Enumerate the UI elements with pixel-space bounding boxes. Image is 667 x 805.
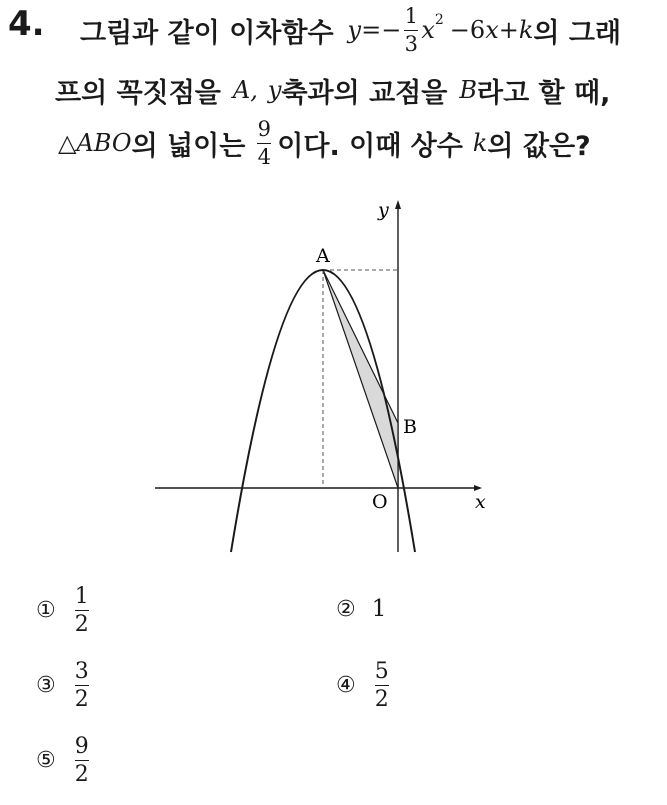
y-axis-label: y (378, 199, 389, 221)
question-text-area: 의 넓이는 (131, 130, 246, 162)
area-fraction-denominator: 4 (257, 144, 271, 169)
eq-middle-term: −6 (449, 16, 486, 44)
choice-numerator: 9 (74, 734, 89, 759)
fraction-bar (375, 685, 389, 686)
eq-x-linear: x (485, 16, 499, 44)
x-axis-label: x (475, 491, 486, 513)
label-B-text: B (459, 76, 477, 104)
choice-3[interactable] (36, 660, 92, 711)
question-text-constant: 이다. 이때 상수 (277, 130, 463, 162)
choice-number: ③ (36, 673, 56, 699)
question-line-2 (55, 70, 610, 110)
intercept-label: B (403, 416, 417, 438)
fraction-bar (404, 30, 418, 31)
eq-fraction-denominator: 3 (404, 31, 419, 56)
label-k-text: k (472, 129, 488, 157)
choice-denominator: 2 (374, 687, 389, 713)
vertex-label: A (316, 245, 330, 267)
eq-k: k (518, 16, 534, 44)
eq-fraction (404, 5, 418, 54)
parabola-graph (150, 190, 510, 560)
question-text-intercept: 축과의 교점을 (281, 77, 448, 109)
choice-number: ④ (336, 673, 356, 699)
choice-denominator: 2 (74, 687, 89, 713)
choice-value: 1 (371, 596, 387, 622)
question-text-line1-end: 의 그래 (533, 17, 622, 49)
area-fraction-numerator: 9 (257, 117, 271, 142)
eq-plus: + (498, 16, 519, 44)
eq-y: y (347, 16, 362, 44)
question-number: 4. (8, 4, 45, 44)
fraction-bar (257, 143, 271, 144)
question-text-line3-end: 의 값은? (487, 130, 591, 162)
choice-fraction (75, 660, 89, 711)
question-text-line2-end: 라고 할 때, (476, 77, 611, 109)
area-fraction (257, 118, 271, 167)
choice-number: ⑤ (36, 748, 56, 774)
choice-denominator: 2 (74, 762, 89, 788)
choice-number: ① (36, 598, 56, 624)
choice-1[interactable] (36, 585, 92, 636)
fraction-bar (75, 685, 89, 686)
choice-numerator: 1 (74, 584, 89, 609)
choice-fraction (75, 585, 89, 636)
choice-fraction (75, 735, 89, 786)
origin-label: O (372, 491, 388, 513)
eq-exponent: 2 (434, 12, 444, 28)
triangle-ABO (323, 270, 398, 488)
label-A-text: A, (232, 76, 258, 104)
choice-numerator: 3 (74, 659, 89, 684)
choice-2[interactable] (336, 596, 386, 622)
question-line-3 (58, 118, 591, 168)
question-text-intro: 그림과 같이 이차함수 (80, 17, 334, 49)
fraction-bar (75, 610, 89, 611)
choice-5[interactable] (36, 735, 92, 786)
eq-equals-minus: =− (361, 16, 402, 44)
eq-x: x (421, 16, 435, 44)
eq-fraction-numerator: 1 (404, 4, 419, 29)
y-axis-arrow (395, 200, 401, 209)
choice-number: ② (336, 596, 356, 622)
choice-denominator: 2 (74, 612, 89, 638)
triangle-ABO-text: ABO (76, 129, 132, 157)
fraction-bar (75, 760, 89, 761)
label-y-text: y (267, 76, 282, 104)
question-line-1 (80, 4, 622, 56)
choice-fraction (375, 660, 389, 711)
choice-numerator: 5 (374, 659, 389, 684)
choice-4[interactable] (336, 660, 392, 711)
triangle-symbol: △ (58, 129, 77, 157)
question-text-vertex: 프의 꼭짓점을 (55, 77, 221, 109)
